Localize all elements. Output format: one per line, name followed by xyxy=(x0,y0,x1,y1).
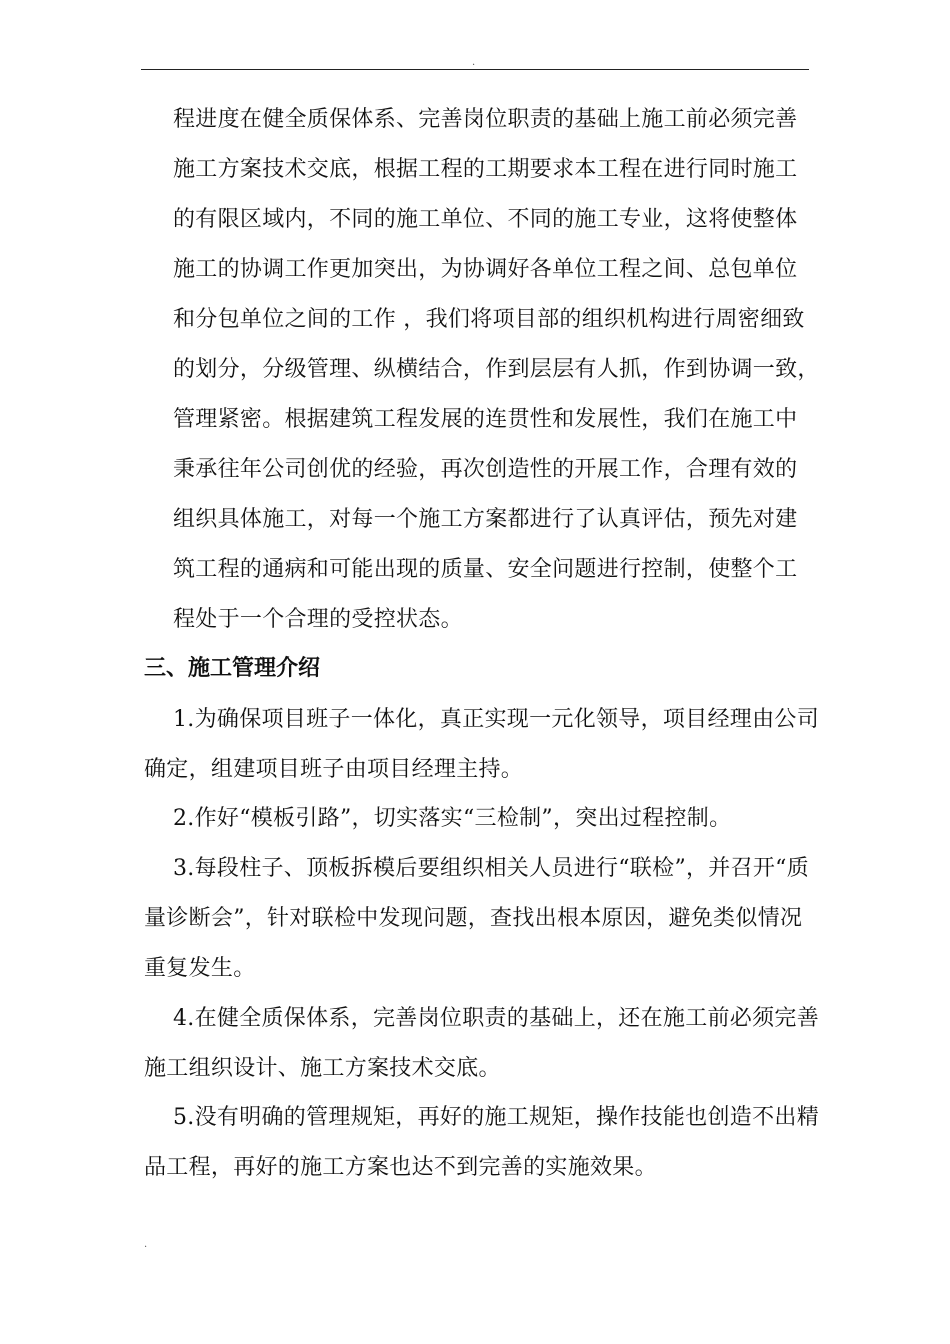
text-line: 施工组织设计、施工方案技术交底。 xyxy=(144,1056,501,1081)
text-line: 4.在健全质保体系，完善岗位职责的基础上，还在施工前必须完善 xyxy=(173,1006,819,1031)
text-line: 确定，组建项目班子由项目经理主持。 xyxy=(144,757,524,782)
footer-mark: . xyxy=(144,1239,148,1250)
text-line: 秉承往年公司创优的经验，再次创造性的开展工作，合理有效的 xyxy=(173,457,798,482)
text-line: 2.作好“模板引路”，切实落实“三检制”，突出过程控制。 xyxy=(173,806,732,831)
text-line: 程进度在健全质保体系、完善岗位职责的基础上施工前必须完善 xyxy=(173,107,798,132)
text-line: 组织具体施工，对每一个施工方案都进行了认真评估，预先对建 xyxy=(173,507,798,532)
text-line: 的划分，分级管理、纵横结合，作到层层有人抓，作到协调一致， xyxy=(173,357,820,382)
text-line: 5.没有明确的管理规矩，再好的施工规矩，操作技能也创造不出精 xyxy=(173,1105,819,1130)
text-line: 施工的协调工作更加突出，为协调好各单位工程之间、总包单位 xyxy=(173,257,798,282)
header-mark: . xyxy=(472,57,476,68)
text-line: 品工程，再好的施工方案也达不到完善的实施效果。 xyxy=(144,1155,657,1180)
text-line: 量诊断会”，针对联检中发现问题，查找出根本原因，避免类似情况 xyxy=(144,906,803,931)
text-line: 和分包单位之间的工作 ，我们将项目部的组织机构进行周密细致 xyxy=(173,307,805,332)
text-line: 管理紧密。根据建筑工程发展的连贯性和发展性，我们在施工中 xyxy=(173,407,798,432)
text-line: 施工方案技术交底，根据工程的工期要求本工程在进行同时施工 xyxy=(173,157,798,182)
text-line: 筑工程的通病和可能出现的质量、安全问题进行控制，使整个工 xyxy=(173,557,798,582)
section-heading: 三、施工管理介绍 xyxy=(144,655,321,681)
text-line: 程处于一个合理的受控状态。 xyxy=(173,607,463,632)
header-rule xyxy=(141,69,809,70)
text-line: 1.为确保项目班子一体化，真正实现一元化领导，项目经理由公司 xyxy=(173,707,819,732)
text-line: 3.每段柱子、顶板拆模后要组织相关人员进行“联检”，并召开“质 xyxy=(173,856,810,881)
text-line: 的有限区域内，不同的施工单位、不同的施工专业，这将使整体 xyxy=(173,207,798,232)
text-line: 重复发生。 xyxy=(144,956,256,981)
